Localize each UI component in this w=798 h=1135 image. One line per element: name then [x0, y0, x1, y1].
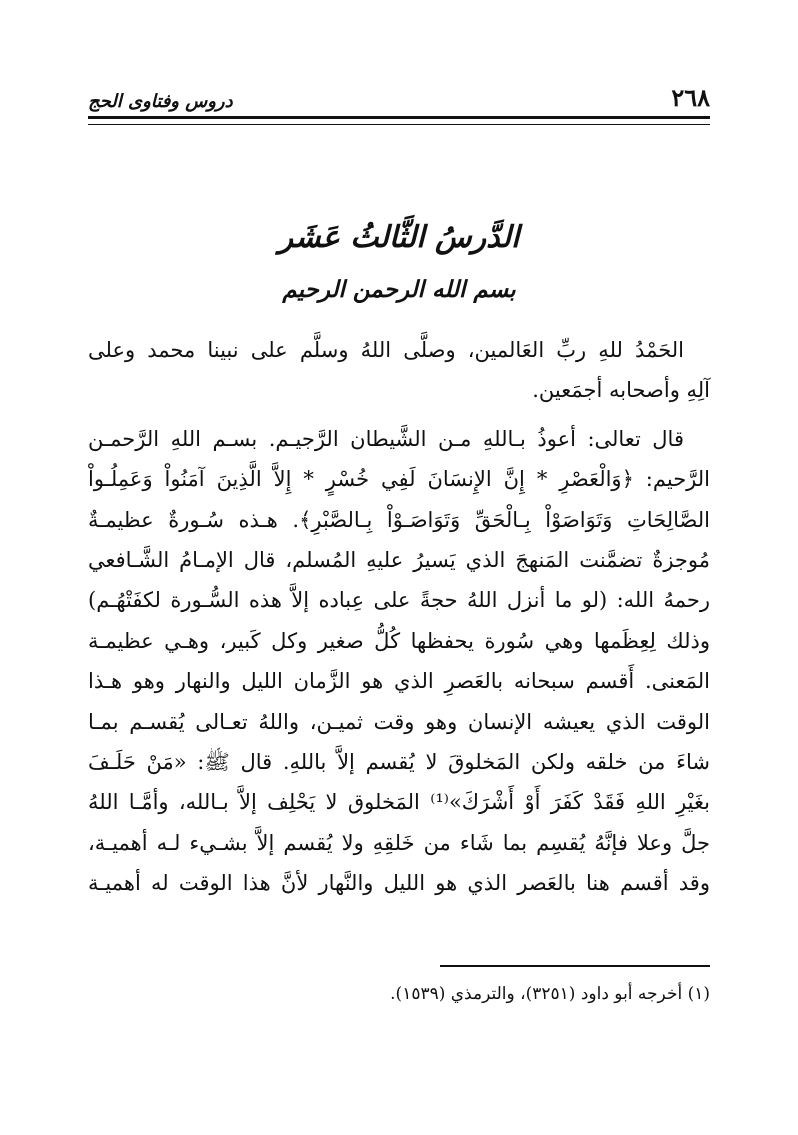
- text-line: الحَمْدُ للهِ ربِّ العَالمين، وصلَّى اللهُ وسلَّم على نبينا محمد وعلى: [88, 338, 684, 362]
- text-line: وذلك لِعِظَمها وهي سُورة يحفظها كُلُّ صغير وكل كَبير، وهـي عظيمـة: [88, 628, 710, 653]
- text-line: قال تعالى: أعوذُ بـاللهِ مـن الشَّيطان الرَّجيـم. بسـم اللهِ الرَّحمـن: [88, 426, 684, 451]
- footnote: (١) أخرجه أبو داود (٣٢٥١)، والترمذي (١٥٣٩).: [390, 984, 710, 1004]
- page-number: ٢٦٨: [671, 83, 710, 112]
- text-line: وقد أقسم هنا بالعَصر الذي هو الليل والنَّهار لأنَّ هذا الوقت له أهميـة: [88, 871, 710, 896]
- text-line: المَعنى. أَقسم سبحانه بالعَصرِ الذي هو الزَّمان الليل والنهار وهو هـذا: [88, 669, 710, 694]
- lesson-title: الدَّرسُ الثَّالثُ عَشَر: [278, 220, 520, 255]
- text-line: جلَّ وعلا فإنَّهُ يُقسِم بما شَاء من خَلقِهِ ولا يُقسم إلاَّ بشـيء لـه أهميـة،: [88, 830, 710, 855]
- text-line: رحمهُ الله: (لو ما أنزل اللهُ حجةً على عِباده إلاَّ هذه السُّـورة لكفَتْهُـم): [88, 588, 710, 613]
- text-line: الوقت الذي يعيشه الإنسان وهو وقت ثميـن، واللهُ تعـالى يُقسـم بمـا: [88, 709, 710, 734]
- text-line: آلِهِ وأصحابه أجمَعين.: [532, 378, 710, 403]
- text-line: مُوجزةٌ تضمَّنت المَنهجَ الذي يَسيرُ عليهِ المُسلم، قال الإمـامُ الشَّـافعي: [88, 547, 710, 572]
- footnote-rule: [440, 965, 710, 967]
- text-line: بغَيْرِ اللهِ فَقَدْ كَفَرَ أَوْ أَشْرَكَ»⁽¹⁾ المَخلوق لا يَحْلِف إلاَّ بـالله، وأمَّـا اللهُ: [88, 790, 710, 815]
- basmala: بسم الله الرحمن الرحيم: [282, 276, 516, 303]
- page-header: [88, 82, 710, 119]
- header-rule: [88, 124, 710, 125]
- text-line: الرَّحيم: ﴿وَالْعَصْرِ * إِنَّ الإِنسَانَ لَفِي خُسْرٍ * إِلاَّ الَّذِينَ آمَنُواْ وَعَمِلُـواْ: [88, 467, 710, 492]
- body-text: [88, 330, 710, 903]
- text-line: الصَّالِحَاتِ وَتَوَاصَوْاْ بِـالْحَقِّ وَتَوَاصَـوْاْ بِـالصَّبْرِ﴾. هـذه سُـورةٌ عظيمـةٌ: [88, 507, 710, 532]
- running-title: دروس وفتاوى الحج: [88, 91, 233, 112]
- text-line: شاءَ من خلقه ولكن المَخلوقَ لا يُقسم إلاَّ باللهِ. قال ﷺ: «مَنْ حَلَـفَ: [88, 749, 710, 774]
